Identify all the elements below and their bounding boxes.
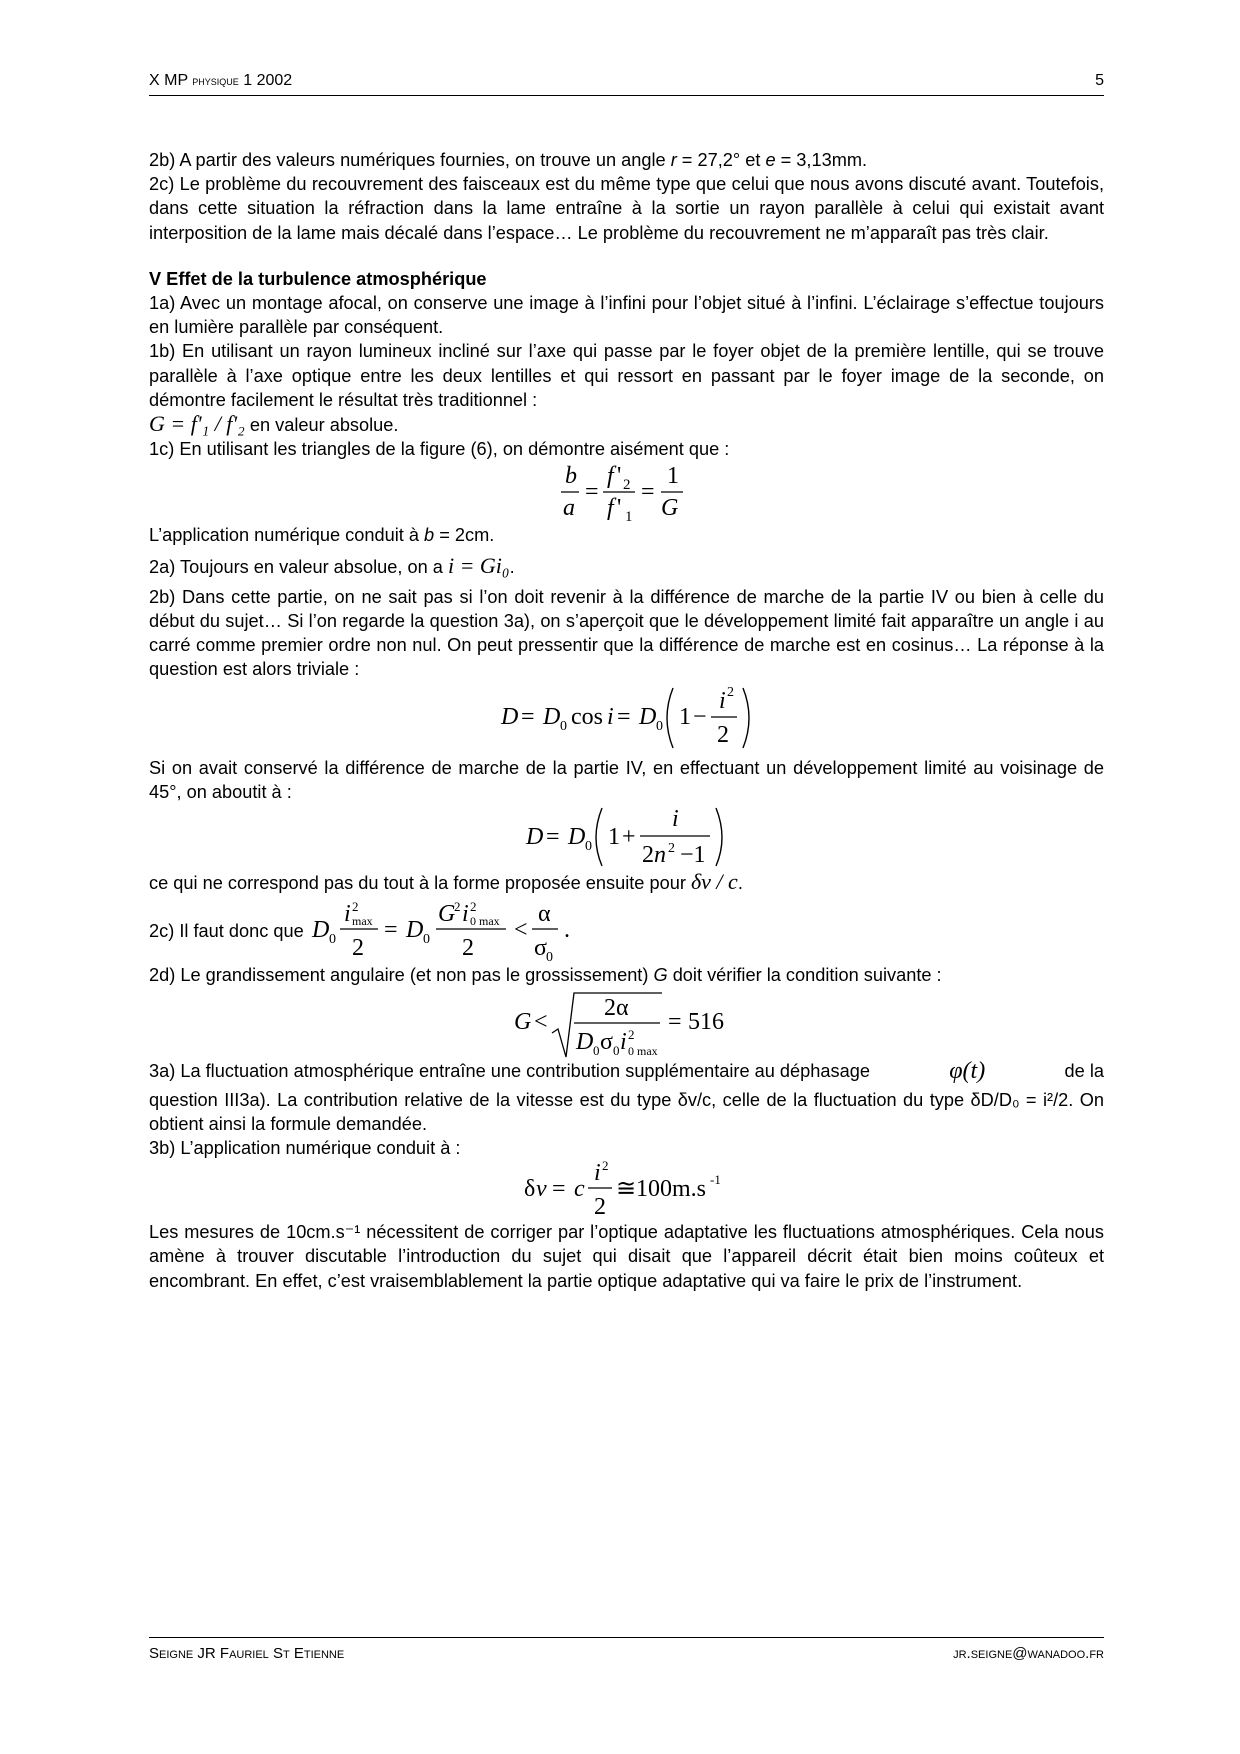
svg-text:i: i	[671, 806, 679, 833]
svg-text:2: 2	[351, 899, 359, 915]
svg-text:=: =	[616, 703, 631, 730]
svg-text:D: D	[500, 703, 518, 730]
svg-text:−: −	[692, 703, 707, 730]
svg-text:2: 2	[726, 684, 734, 700]
para-an-b: L’application numérique conduit à b = 2cm.	[149, 525, 495, 546]
svg-text:max: max	[351, 914, 373, 929]
svg-text:i: i	[461, 901, 469, 928]
para-3b: 3b) L’application numérique conduit à :	[149, 1138, 461, 1159]
svg-text:D: D	[567, 824, 585, 851]
svg-text:=: =	[667, 1009, 682, 1036]
para-2c-text: 2c) Il faut donc que	[149, 921, 304, 942]
svg-text:cos: cos	[570, 703, 603, 730]
svg-text:b: b	[564, 463, 577, 490]
svg-text:i: i	[619, 1029, 627, 1056]
svg-text:D: D	[405, 917, 424, 944]
svg-text:+: +	[621, 824, 636, 851]
footer-email: jr.seigne@wanadoo.fr	[953, 1645, 1104, 1662]
eq-phi-t: φ(t)	[949, 1058, 986, 1085]
svg-text:0: 0	[545, 950, 553, 964]
para-1c: 1c) En utilisant les triangles de la figure (6), on démontre aisément que :	[149, 439, 730, 460]
svg-text:α: α	[537, 901, 551, 928]
svg-text:0: 0	[655, 718, 663, 734]
eq-D-cos	[497, 682, 757, 752]
svg-text:0: 0	[612, 1043, 619, 1059]
svg-text:D: D	[638, 703, 656, 730]
svg-text:<: <	[513, 917, 528, 944]
svg-text:2: 2	[641, 842, 654, 869]
svg-text:<: <	[533, 1009, 548, 1036]
para-2c-turb	[149, 899, 1104, 963]
para-2b-turb: 2b) Dans cette partie, on ne sait pas si l’on doit revenir à la différence de marche de la partie IV ou bien à celle du début du sujet… Si l’on regarde la question 3a), on s’aperçoit que le développement limité fait apparaître un angle i au carré comme premier ordre non nul. On peut pressentir que la différence de marche est en cosinus… La réponse à la question est alors triviale :	[149, 586, 1104, 680]
svg-text:v: v	[535, 1176, 547, 1203]
para-1b: 1b) En utilisant un rayon lumineux incliné sur l’axe qui passe par le foyer objet de la première lentille, qui se trouve parallèle à l’axe optique entre les deux lentilles et qui ressort en passant par le foyer image de la seconde, on démontre facilement le résultat très traditionnel :	[149, 341, 1104, 410]
svg-text:D: D	[542, 703, 560, 730]
svg-text:0: 0	[559, 718, 567, 734]
para-2b-end: ce qui ne correspond pas du tout à la forme proposée ensuite pour δv / c.	[149, 869, 743, 895]
svg-text:=: =	[551, 1176, 566, 1203]
header-title	[149, 72, 292, 90]
page-content	[149, 148, 1104, 1293]
eq-D-devlim	[522, 804, 732, 870]
svg-text:G: G	[660, 495, 678, 522]
svg-text:2: 2	[667, 841, 675, 857]
svg-text:2: 2	[627, 1027, 634, 1043]
svg-text:=: =	[545, 824, 560, 851]
svg-text:D: D	[525, 824, 543, 851]
svg-text:=: =	[520, 703, 535, 730]
svg-text:0: 0	[422, 932, 430, 948]
page-footer	[149, 1637, 1104, 1662]
svg-text:': '	[616, 463, 621, 490]
svg-text:1: 1	[624, 509, 632, 524]
svg-text:f: f	[606, 463, 614, 490]
svg-text:2: 2	[453, 899, 461, 915]
svg-text:2: 2	[593, 1194, 606, 1221]
page-number: 5	[1095, 72, 1104, 89]
header-title-suffix: 1 2002	[238, 72, 293, 89]
svg-text:2: 2	[622, 477, 630, 494]
svg-text:1: 1	[607, 824, 620, 851]
svg-text:0 max: 0 max	[627, 1044, 658, 1059]
svg-text:1: 1	[666, 463, 679, 490]
svg-text:δ: δ	[523, 1176, 535, 1203]
svg-text:σ: σ	[533, 935, 547, 962]
svg-text:2: 2	[601, 1160, 608, 1174]
para-2c: 2c) Le problème du recouvrement des faisceaux est du même type que celui que nous avons discuté avant. Toutefois, dans cette situation la réfraction dans la lame entraîne à la sortie un rayon parallèle à celui qui existait avant interposition de la lame mais décalé dans l’espace… Le problème du recouvrement ne m’apparaît pas très clair.	[149, 174, 1104, 243]
eq-G-bound	[512, 987, 742, 1059]
para-3a-tail: de la	[1064, 1061, 1104, 1082]
svg-text:1: 1	[678, 703, 691, 730]
svg-text:2: 2	[351, 935, 364, 962]
eq-condition-2c	[310, 899, 600, 963]
svg-text:0 max: 0 max	[469, 914, 500, 929]
svg-text:n: n	[653, 842, 666, 869]
para-2b: 2b) A partir des valeurs numériques fournies, on trouve un angle r = 27,2° et e = 3,13mm.	[149, 150, 868, 170]
svg-text:G: G	[513, 1009, 531, 1036]
svg-text:2: 2	[461, 935, 474, 962]
para-2a: 2a) Toujours en valeur absolue, on a i = Gi₀.	[149, 552, 515, 578]
svg-text:−1: −1	[679, 842, 706, 869]
svg-text:i: i	[606, 703, 614, 730]
svg-text:G: G	[437, 901, 456, 928]
svg-text:D: D	[575, 1029, 593, 1056]
header-title-prefix: X MP	[149, 72, 193, 89]
svg-text:i: i	[343, 901, 351, 928]
eq-grossissement	[149, 412, 1104, 437]
svg-text:=: =	[584, 479, 599, 506]
svg-text:2: 2	[469, 899, 477, 915]
svg-text:2: 2	[716, 721, 729, 748]
para-last: Les mesures de 10cm.s⁻¹ nécessitent de corriger par l’optique adaptative les fluctuations atmosphériques. Cela nous amène à trouver discutable l’introduction du sujet qui disait que l’appareil décrit était bien moins coûteux et encombrant. En effet, c’est vraisemblablement la partie optique adaptative qui va faire le prix de l’instrument.	[149, 1222, 1104, 1291]
svg-text:.: .	[563, 917, 570, 944]
eq-delta-v	[522, 1160, 732, 1220]
svg-text:-1: -1	[709, 1172, 721, 1188]
svg-text:σ: σ	[599, 1029, 613, 1056]
svg-text:0: 0	[592, 1043, 599, 1059]
eq-ratio-triangles	[557, 461, 697, 523]
svg-text:0: 0	[584, 839, 592, 855]
para-2d: 2d) Le grandissement angulaire (et non pas le grossissement) G doit vérifier la condition suivante :	[149, 965, 942, 986]
svg-text:a: a	[562, 495, 575, 522]
eq-dv-c: δv / c	[690, 869, 738, 895]
eq-G-formula: G = f'₁ / f'₂	[149, 411, 245, 437]
svg-text:=: =	[640, 479, 655, 506]
para-3a-cont: question III3a). La contribution relative de la vitesse est du type δv/c, celle de la fluctuation du type δD/D₀ = i²/2. On obtient ainsi la formule demandée.	[149, 1089, 1104, 1134]
para-3a-text: 3a) La fluctuation atmosphérique entraîne une contribution supplémentaire au déphasage	[149, 1061, 870, 1082]
eq-i-Gi0: i = Gi₀	[447, 552, 510, 578]
page-header	[149, 72, 1104, 96]
header-title-small: physique	[192, 73, 239, 88]
svg-text:=: =	[383, 917, 398, 944]
section-title: V Effet de la turbulence atmosphérique	[149, 268, 487, 289]
svg-text:i: i	[718, 687, 726, 714]
svg-text:c: c	[573, 1176, 585, 1203]
eq-G-suffix: en valeur absolue.	[244, 415, 399, 436]
para-2b-cont: Si on avait conservé la différence de marche de la partie IV, en effectuant un développement limité au voisinage de 45°, on aboutit à :	[149, 757, 1104, 802]
para-1a: 1a) Avec un montage afocal, on conserve une image à l’infini pour l’objet situé à l’infini. L’éclairage s’effectue toujours en lumière parallèle par conséquent.	[149, 293, 1104, 338]
svg-text:f: f	[606, 495, 614, 522]
svg-text:i: i	[593, 1160, 601, 1187]
svg-text:D: D	[311, 917, 330, 944]
footer-author: Seigne JR Fauriel St Etienne	[149, 1645, 345, 1662]
eq-dv-value: 100m.s	[635, 1176, 706, 1203]
svg-text:': '	[616, 495, 621, 522]
eq-516-value: 516	[687, 1009, 724, 1036]
svg-text:2α: 2α	[603, 995, 629, 1022]
svg-text:0: 0	[328, 932, 336, 948]
para-3a-line1	[149, 1059, 1104, 1083]
svg-text:≅: ≅	[615, 1176, 636, 1203]
